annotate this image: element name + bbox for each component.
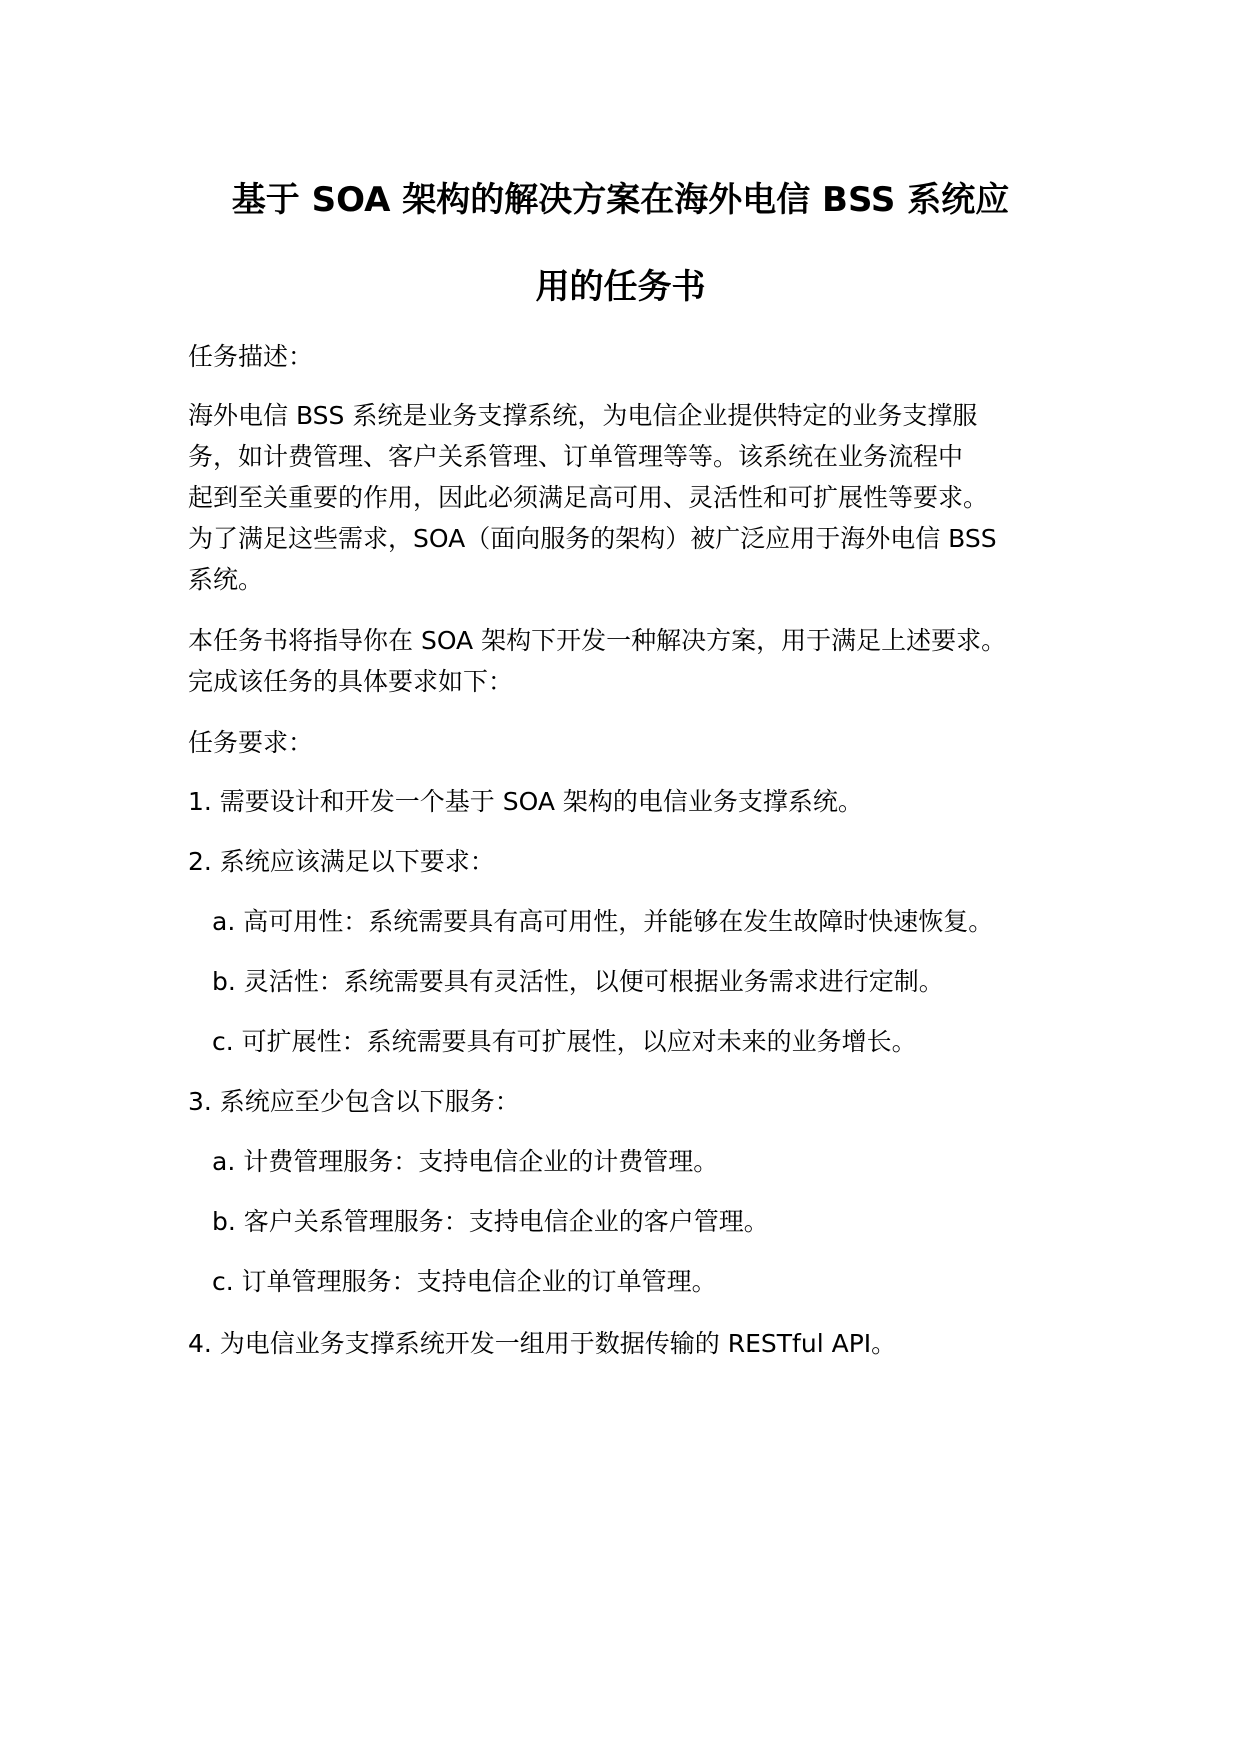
requirement-item-1: 1. 需要设计和开发一个基于 SOA 架构的电信业务支撑系统。 <box>188 787 863 816</box>
requirements-heading: 任务要求： <box>188 728 314 757</box>
description-line: 海外电信 BSS 系统是业务支撑系统，为电信企业提供特定的业务支撑服 <box>188 401 978 430</box>
requirement-item-4: 4. 为电信业务支撑系统开发一组用于数据传输的 RESTful API。 <box>188 1329 897 1358</box>
description-heading: 任务描述： <box>188 342 314 371</box>
requirement-item-2c: c. 可扩展性：系统需要具有可扩展性，以应对未来的业务增长。 <box>212 1027 917 1056</box>
description-line: 起到至关重要的作用，因此必须满足高可用、灵活性和可扩展性等要求。 <box>188 483 989 512</box>
requirement-item-2a: a. 高可用性：系统需要具有高可用性，并能够在发生故障时快速恢复。 <box>212 907 994 936</box>
document-title-line-1: 基于 SOA 架构的解决方案在海外电信 BSS 系统应 <box>231 180 1010 220</box>
description-line: 系统。 <box>188 565 264 594</box>
description-line: 务，如计费管理、客户关系管理、订单管理等等。该系统在业务流程中 <box>188 442 964 471</box>
requirement-item-3b: b. 客户关系管理服务：支持电信企业的客户管理。 <box>212 1207 769 1236</box>
guide-line: 本任务书将指导你在 SOA 架构下开发一种解决方案，用于满足上述要求。 <box>188 626 1007 655</box>
requirement-item-2b: b. 灵活性：系统需要具有灵活性，以便可根据业务需求进行定制。 <box>212 967 944 996</box>
requirement-item-2: 2. 系统应该满足以下要求： <box>188 847 495 876</box>
guide-line: 完成该任务的具体要求如下： <box>188 667 514 696</box>
requirement-item-3a: a. 计费管理服务：支持电信企业的计费管理。 <box>212 1147 719 1176</box>
description-line: 为了满足这些需求，SOA（面向服务的架构）被广泛应用于海外电信 BSS <box>188 524 997 553</box>
requirement-item-3: 3. 系统应至少包含以下服务： <box>188 1087 520 1116</box>
requirement-item-3c: c. 订单管理服务：支持电信企业的订单管理。 <box>212 1267 717 1296</box>
document-title-line-2: 用的任务书 <box>535 267 706 307</box>
